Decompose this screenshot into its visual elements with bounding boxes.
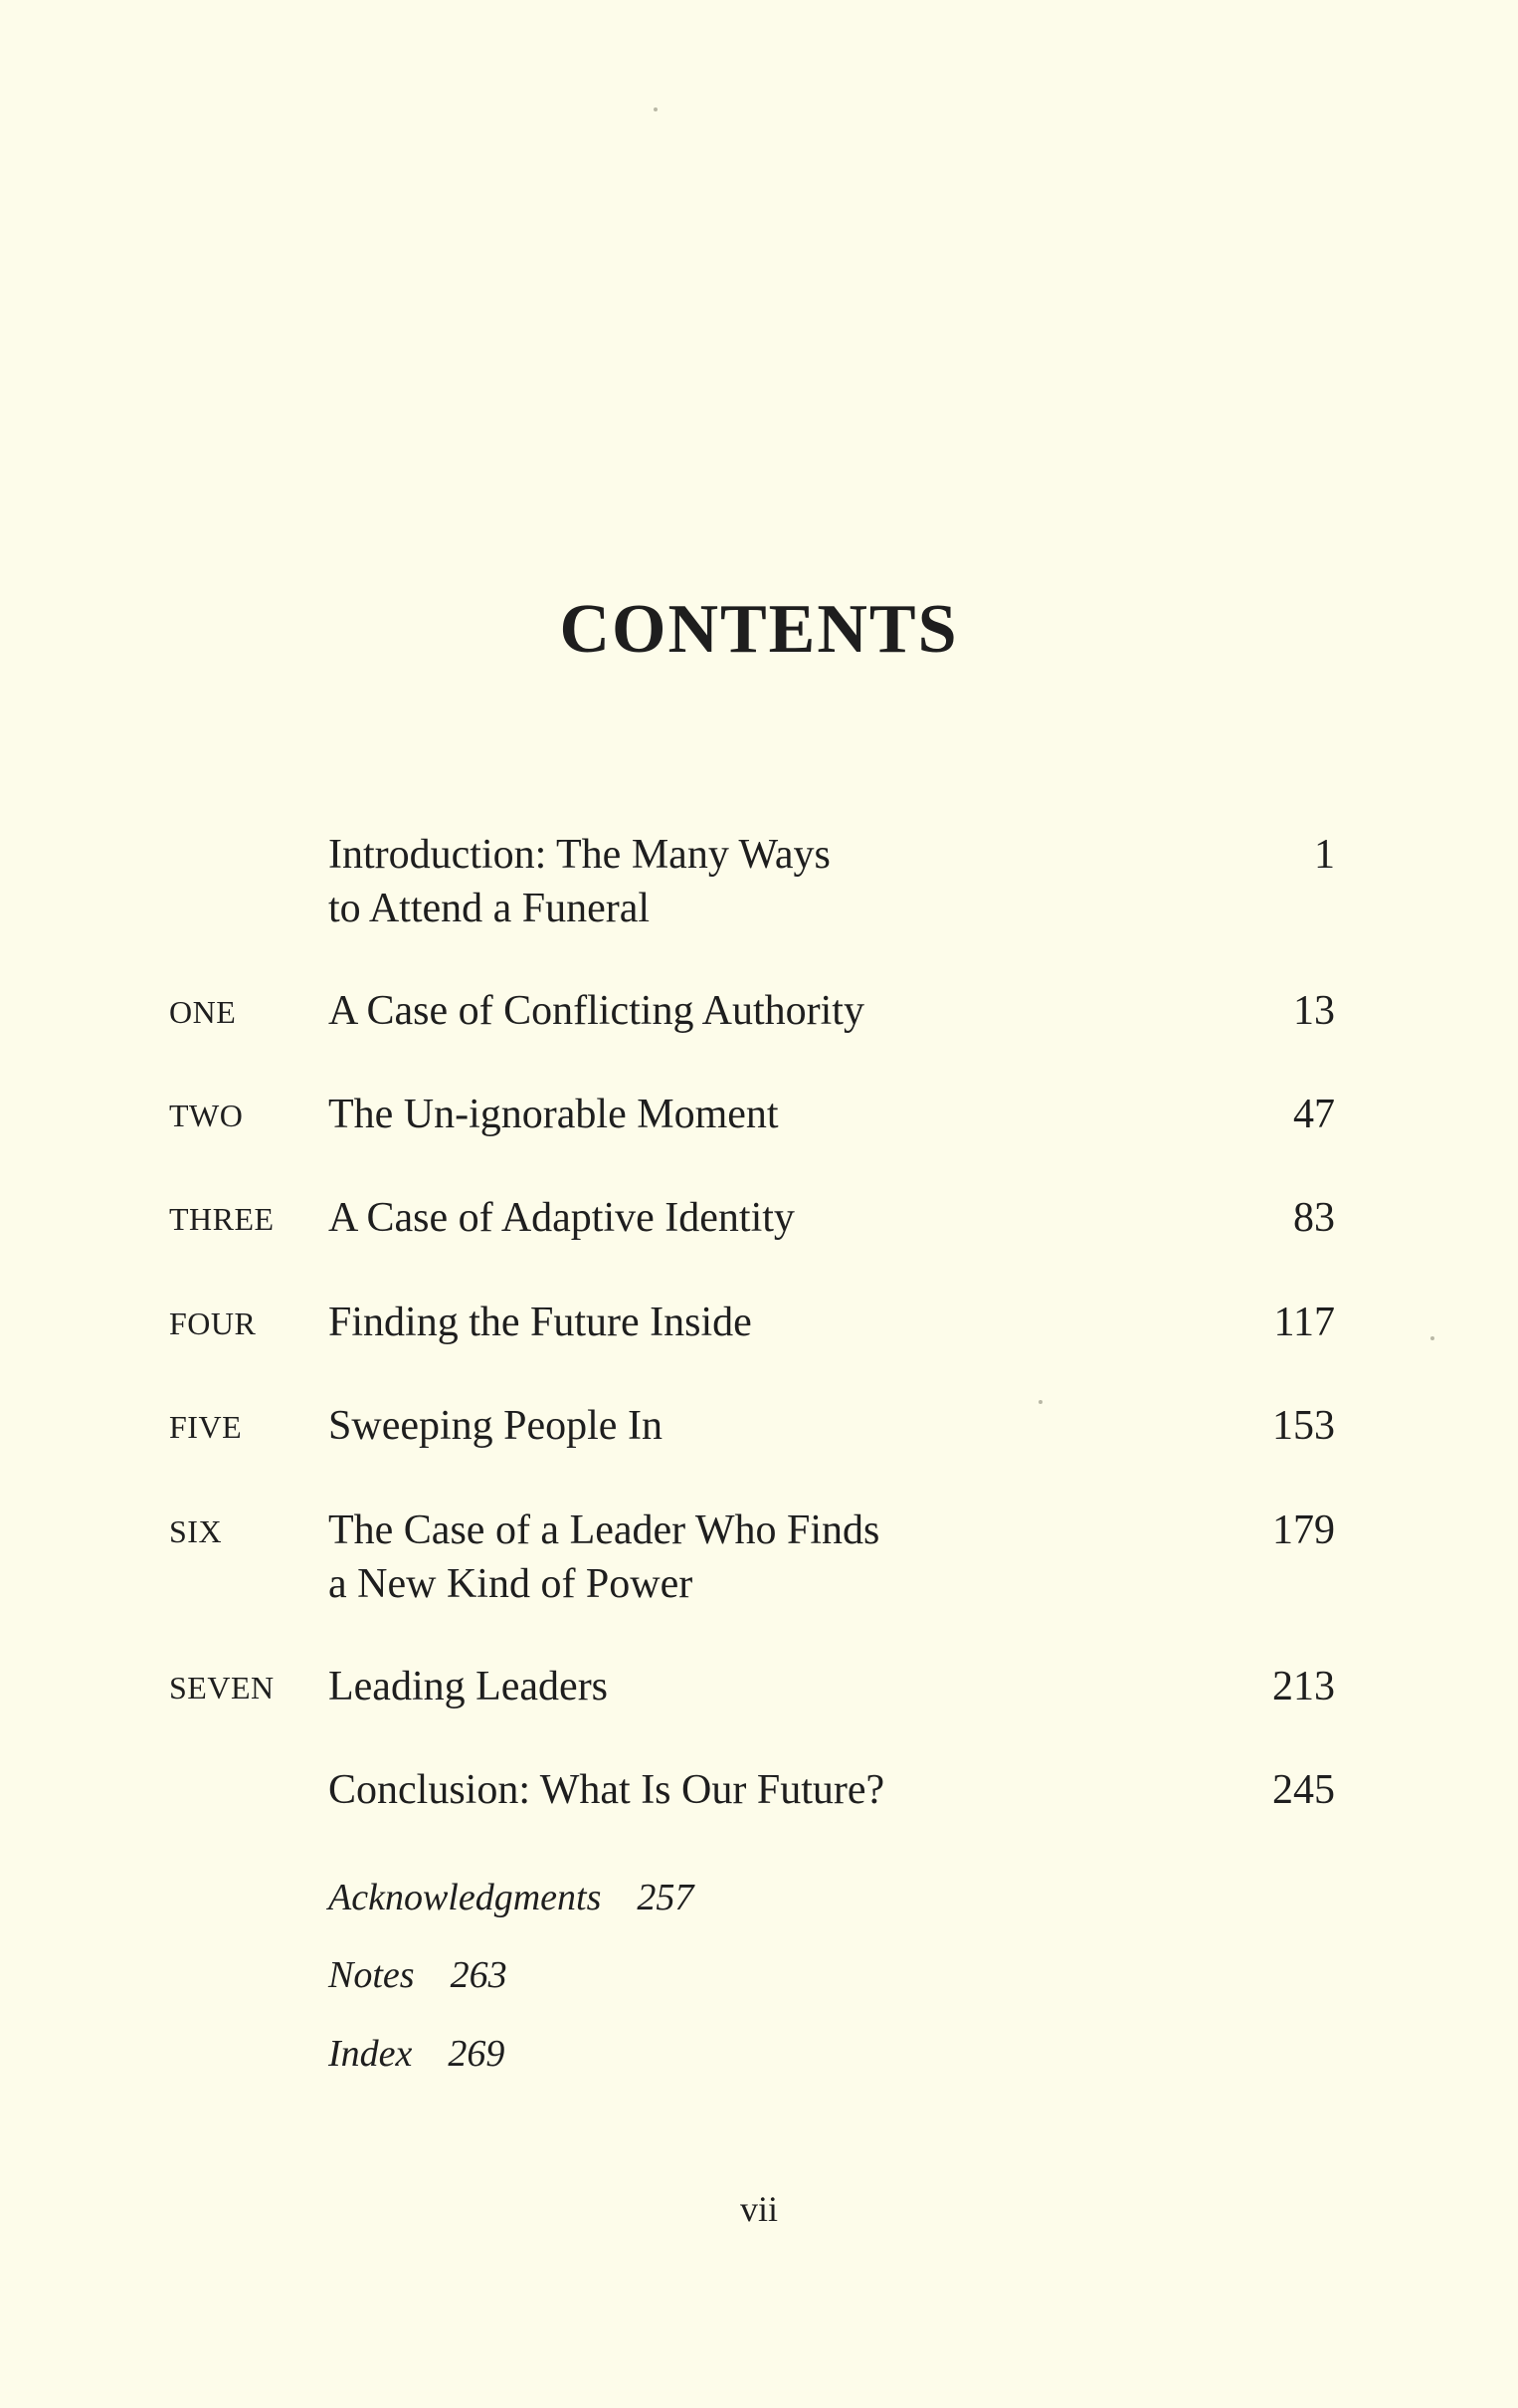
page-number: 213 — [1272, 1664, 1335, 1709]
entry-title — [328, 1763, 1044, 1817]
page-number: 83 — [1293, 1195, 1335, 1241]
entry-title-line: Introduction: The Many Ways — [328, 832, 831, 878]
page-number: 1 — [1314, 832, 1335, 878]
page-number: 153 — [1272, 1403, 1335, 1449]
page-folio: vii — [739, 2189, 778, 2229]
page-number: 245 — [1272, 1767, 1335, 1813]
entry-title-line: Leading Leaders — [328, 1664, 609, 1709]
chapter-label: THREE — [169, 1201, 275, 1237]
chapter-label: ONE — [169, 994, 237, 1030]
back-matter-notes — [328, 1956, 507, 1994]
back-matter-acknowledgments — [328, 1879, 693, 1916]
entry-title — [328, 1399, 1044, 1453]
entry-title — [328, 1504, 1044, 1611]
entry-title-line: The Case of a Leader Who Finds — [328, 1507, 880, 1553]
chapter-label: SEVEN — [169, 1670, 275, 1706]
entry-title-line: to Attend a Funeral — [328, 886, 651, 931]
chapter-label: SIX — [169, 1513, 223, 1549]
entry-title-line: Finding the Future Inside — [328, 1300, 752, 1345]
back-matter-title: Notes — [328, 1954, 415, 1996]
entry-title-line: The Un-ignorable Moment — [328, 1092, 779, 1137]
paper-speck — [1430, 1336, 1434, 1340]
back-matter-index — [328, 2035, 504, 2073]
back-matter-title: Index — [328, 2033, 413, 2075]
paper-speck — [654, 107, 658, 111]
entry-title — [328, 984, 1044, 1038]
back-matter-page: 269 — [448, 2033, 505, 2075]
paper-speck — [1039, 1400, 1043, 1404]
page-number: 47 — [1293, 1092, 1335, 1137]
entry-title — [328, 1296, 1044, 1349]
page-number: 117 — [1273, 1300, 1335, 1345]
back-matter-page: 263 — [450, 1954, 507, 1996]
entry-title-line: Conclusion: What Is Our Future? — [328, 1767, 885, 1813]
entry-title — [328, 1088, 1044, 1141]
back-matter-title: Acknowledgments — [328, 1877, 602, 1918]
entry-title-line: Sweeping People In — [328, 1403, 663, 1449]
chapter-label: FIVE — [169, 1409, 243, 1445]
entry-title-line: A Case of Conflicting Authority — [328, 988, 864, 1034]
page-number: 179 — [1272, 1507, 1335, 1553]
entry-title — [328, 1660, 1044, 1713]
page-number: 13 — [1293, 988, 1335, 1034]
back-matter-page: 257 — [637, 1877, 694, 1918]
entry-title — [328, 828, 1044, 935]
entry-title — [328, 1191, 1044, 1245]
entry-title-line: a New Kind of Power — [328, 1561, 693, 1607]
chapter-label: FOUR — [169, 1305, 257, 1341]
page-title: CONTENTS — [559, 591, 959, 668]
chapter-label: TWO — [169, 1098, 244, 1133]
entry-title-line: A Case of Adaptive Identity — [328, 1195, 795, 1241]
